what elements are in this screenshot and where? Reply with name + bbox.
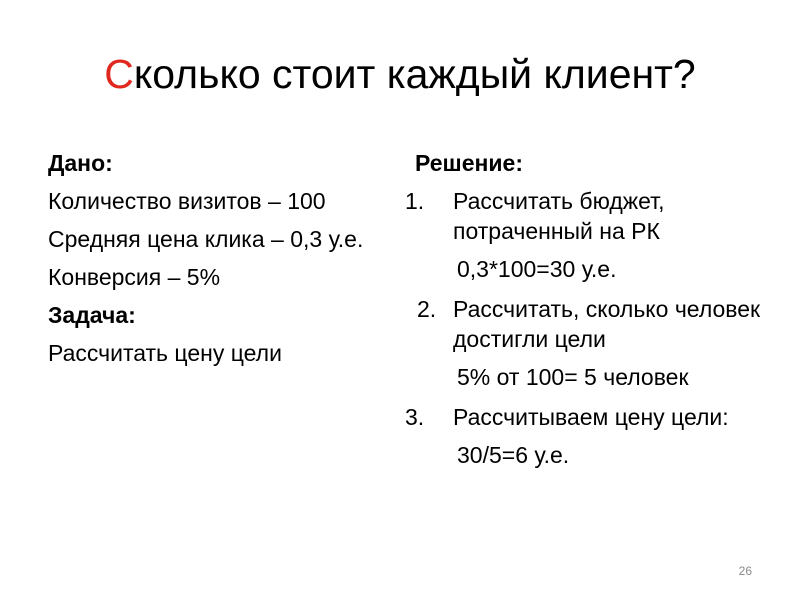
- solution-step: [405, 294, 765, 354]
- step-calculation: 5% от 100= 5 человек: [457, 364, 689, 390]
- conversion-text: Конверсия – 5%: [48, 264, 221, 290]
- slide-title: [0, 48, 800, 100]
- visits-text: Количество визитов – 100: [48, 188, 326, 214]
- step-text: Рассчитать бюджет, потраченный на РК: [453, 188, 665, 244]
- click-price-text: Средняя цена клика – 0,3 у.е.: [48, 226, 364, 252]
- step-calculation: 0,3*100=30 у.е.: [457, 256, 617, 282]
- step-number: 3.: [405, 404, 425, 430]
- solution-heading: Решение:: [415, 150, 524, 176]
- given-heading: Дано:: [48, 150, 113, 176]
- given-column: [48, 148, 393, 376]
- title-text: колько стоит каждый клиент?: [133, 51, 696, 97]
- solution-step: [405, 186, 765, 246]
- page-number: 26: [738, 564, 752, 578]
- task-text: Рассчитать цену цели: [48, 340, 282, 366]
- title-accent-letter: С: [104, 51, 134, 97]
- solution-step: [405, 402, 765, 432]
- step-calculation: 30/5=6 у.е.: [457, 442, 570, 468]
- step-text: Рассчитываем цену цели:: [453, 404, 729, 430]
- step-text: Рассчитать, сколько человек достигли цели: [453, 296, 761, 352]
- step-number: 2.: [417, 296, 437, 322]
- step-number: 1.: [405, 188, 425, 214]
- task-heading: Задача:: [48, 302, 136, 328]
- solution-column: [405, 148, 765, 480]
